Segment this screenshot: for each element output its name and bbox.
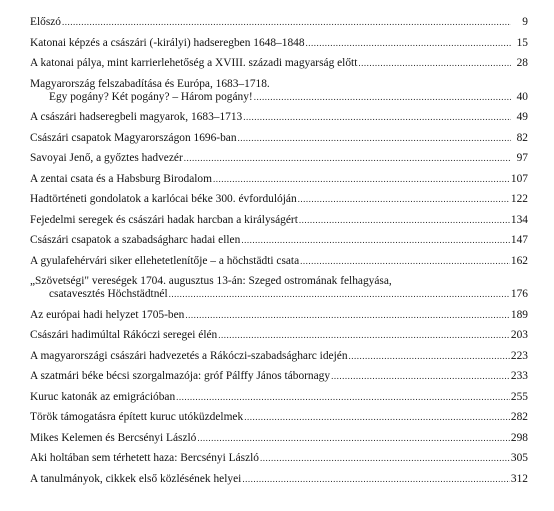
toc-entry-page: 97 [516, 152, 528, 164]
toc-leader-dots [306, 37, 511, 50]
toc-entry-title: Savoyai Jenő, a győztes hadvezér [30, 152, 183, 164]
toc-entry [30, 173, 528, 186]
toc-entry [30, 111, 528, 124]
toc-leader-dots [254, 91, 511, 104]
toc-entry-page: 223 [510, 349, 528, 362]
toc-leader-dots [244, 411, 510, 424]
toc-entry-title: Az európai hadi helyzet 1705-ben [30, 308, 185, 321]
toc-entry-title: Katonai képzés a császári (-királyi) hadseregben 1648–1848 [30, 36, 305, 49]
toc-leader-dots [197, 432, 510, 445]
toc-entry-page: 189 [510, 308, 528, 321]
toc-entry [30, 432, 528, 445]
toc-entry-page: 298 [510, 431, 528, 444]
toc-entry-page: 233 [510, 370, 528, 382]
toc-entry [30, 473, 528, 486]
toc-leader-dots [260, 452, 510, 465]
toc-entry-subtitle: csatavesztés Höchstädtnél [49, 288, 168, 300]
toc-entry [30, 370, 528, 383]
toc-entry-page: 9 [522, 16, 528, 28]
toc-entry-page: 107 [510, 172, 528, 185]
toc-entry-title: A szatmári béke bécsi szorgalmazója: gróf Pálffy János tábornagy [30, 370, 331, 382]
toc-entry [30, 16, 528, 29]
table-of-contents [30, 16, 528, 493]
toc-entry-page: 162 [510, 254, 528, 267]
toc-entry [30, 275, 528, 301]
toc-entry [30, 132, 528, 145]
toc-entry-page: 176 [510, 288, 528, 300]
toc-leader-dots [358, 57, 511, 70]
toc-entry-page: 203 [510, 329, 528, 341]
toc-entry-title: Császári hadimúltal Rákóczi seregei élén [30, 329, 218, 341]
toc-entry-page: 305 [510, 452, 528, 464]
toc-entry-title: Fejedelmi seregek és császári hadak harcban a királyságért [30, 213, 298, 226]
toc-entry-title: A tanulmányok, cikkek első közlésének helyei [30, 472, 242, 485]
toc-leader-dots [300, 255, 510, 268]
toc-entry [30, 350, 528, 363]
toc-leader-dots [184, 152, 511, 165]
toc-leader-dots [241, 234, 510, 247]
toc-leader-dots [299, 214, 510, 227]
toc-entry [30, 411, 528, 424]
toc-entry-page: 49 [516, 111, 528, 123]
toc-entry-title: Aki holtában sem térhetett haza: Bercsényi László [30, 452, 259, 464]
toc-entry-title: Török támogatásra épített kuruc utóküzdelmek [30, 411, 244, 423]
toc-entry [30, 255, 528, 268]
toc-leader-dots [238, 132, 511, 145]
toc-entry [30, 329, 528, 342]
toc-leader-dots [169, 288, 510, 301]
toc-entry [30, 57, 528, 70]
toc-leader-dots [331, 370, 510, 383]
toc-entry-title: A zentai csata és a Habsburg Birodalom [30, 172, 212, 185]
toc-entry-title: Mikes Kelemen és Bercsényi László [30, 431, 197, 444]
toc-leader-dots [62, 16, 511, 29]
toc-entry [30, 391, 528, 404]
toc-entry [30, 452, 528, 465]
toc-entry-title: Előszó [30, 16, 62, 28]
toc-entry [30, 309, 528, 322]
toc-entry [30, 214, 528, 227]
toc-entry-page: 40 [516, 90, 528, 103]
toc-entry-title: Kuruc katonák az emigrációban [30, 390, 176, 403]
toc-leader-dots [176, 391, 510, 404]
toc-entry-title: Császári csapatok a szabadságharc hadai ellen [30, 234, 241, 246]
toc-leader-dots [218, 329, 510, 342]
toc-entry-title: „Szövetségi" vereségek 1704. augusztus 13-án: Szeged ostromának felhagyása, [30, 275, 392, 287]
toc-entry-subtitle: Egy pogány? Két pogány? – Három pogány! [49, 90, 253, 103]
toc-entry-page: 15 [516, 36, 528, 49]
toc-leader-dots [243, 111, 511, 124]
toc-leader-dots [349, 350, 510, 363]
toc-leader-dots [213, 173, 510, 186]
toc-entry-title: Magyarország felszabadítása és Európa, 1683–1718. [30, 77, 270, 90]
toc-entry [30, 193, 528, 206]
toc-entry-page: 134 [510, 213, 528, 226]
toc-entry-title: A magyarországi császári hadvezetés a Rákóczi-szabadságharc idején [30, 349, 348, 362]
toc-leader-dots [298, 193, 510, 206]
toc-entry [30, 234, 528, 247]
toc-entry-page: 147 [510, 234, 528, 246]
toc-entry-title: Hadtörténeti gondolatok a karlócai béke 300. évfordulóján [30, 193, 297, 205]
toc-entry-page: 255 [510, 390, 528, 403]
toc-entry-title: A császári hadseregbeli magyarok, 1683–1713 [30, 111, 243, 123]
toc-entry [30, 152, 528, 165]
toc-entry [30, 78, 528, 104]
toc-entry-title: A gyulafehérvári siker ellehetetlenítője – a höchstädti csata [30, 254, 300, 267]
toc-entry-page: 312 [510, 472, 528, 485]
toc-entry-page: 282 [510, 411, 528, 423]
toc-entry-page: 28 [516, 57, 528, 69]
toc-entry-page: 82 [516, 131, 528, 144]
toc-entry [30, 37, 528, 50]
toc-entry-title: A katonai pálya, mint karrierlehetőség a XVIII. századi magyarság előtt [30, 57, 358, 69]
toc-entry-title: Császári csapatok Magyarországon 1696-ban [30, 131, 237, 144]
toc-leader-dots [185, 309, 510, 322]
toc-leader-dots [242, 473, 510, 486]
toc-entry-page: 122 [510, 193, 528, 205]
